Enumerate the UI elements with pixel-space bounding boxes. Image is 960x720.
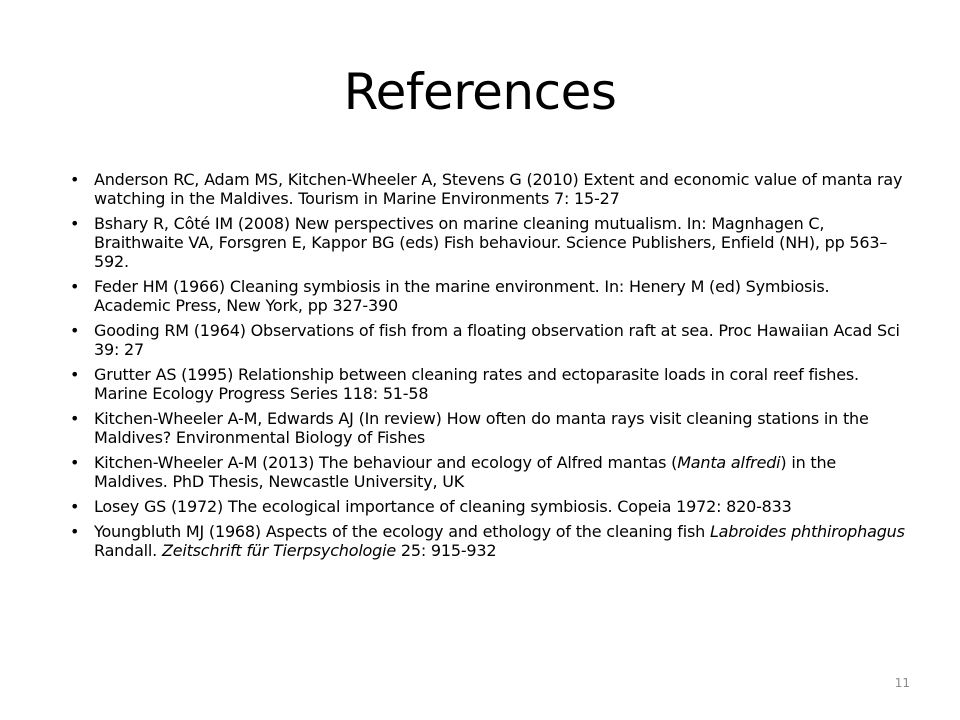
reference-item [70, 365, 906, 403]
slide-title: References [343, 63, 617, 121]
reference-text: Losey GS (1972) The ecological importance of cleaning symbiosis. Copeia 1972: 820-833 [94, 497, 792, 516]
reference-text-italic: Zeitschrift für Tierpsychologie [161, 541, 396, 560]
bullet-icon: • [70, 321, 80, 340]
page-number: 11 [894, 676, 910, 690]
reference-list [70, 170, 906, 566]
bullet-icon: • [70, 214, 80, 233]
reference-text: 25: 915-932 [396, 541, 497, 560]
reference-text: Youngbluth MJ (1968) Aspects of the ecology and ethology of the cleaning fish [94, 522, 710, 541]
reference-text: Randall. [94, 541, 162, 560]
reference-text: Gooding RM (1964) Observations of fish from a floating observation raft at sea. Proc Hawaiian Acad Sci 39: 27 [94, 321, 900, 359]
bullet-icon: • [70, 365, 80, 384]
bullet-icon: • [70, 522, 80, 541]
reference-text: ) in the Maldives. PhD Thesis, Newcastle University, UK [94, 453, 837, 491]
reference-item [70, 497, 906, 516]
reference-item [70, 277, 906, 315]
reference-text-italic: Labroides phthirophagus [709, 522, 905, 541]
reference-text: Kitchen-Wheeler A-M, Edwards AJ (In review) How often do manta rays visit cleaning stations in the Maldives? Environmental Biology of Fishes [94, 409, 869, 447]
reference-text: Bshary R, Côté IM (2008) New perspectives on marine cleaning mutualism. In: Magnhagen C, Braithwaite VA, Forsgren E, Kappor BG (eds) Fish behaviour. Science Publishers, Enfield (NH), pp 563–592. [94, 214, 888, 271]
bullet-icon: • [70, 409, 80, 428]
bullet-icon: • [70, 170, 80, 189]
reference-item [70, 453, 906, 491]
reference-text: Grutter AS (1995) Relationship between cleaning rates and ectoparasite loads in coral reef fishes. Marine Ecology Progress Series 118: 51-58 [94, 365, 859, 403]
reference-text: Kitchen-Wheeler A-M (2013) The behaviour and ecology of Alfred mantas ( [94, 453, 678, 472]
reference-text-italic: Manta alfredi [677, 453, 781, 472]
reference-item [70, 170, 906, 208]
reference-item [70, 522, 906, 560]
reference-item [70, 409, 906, 447]
reference-text: Anderson RC, Adam MS, Kitchen-Wheeler A, Stevens G (2010) Extent and economic value of manta ray watching in the Maldives. Tourism in Marine Environments 7: 15-27 [94, 170, 903, 208]
bullet-icon: • [70, 453, 80, 472]
reference-text: Feder HM (1966) Cleaning symbiosis in the marine environment. In: Henery M (ed) Symbiosis. Academic Press, New York, pp 327-390 [94, 277, 830, 315]
bullet-icon: • [70, 497, 80, 516]
bullet-icon: • [70, 277, 80, 296]
reference-item [70, 321, 906, 359]
reference-item [70, 214, 906, 271]
